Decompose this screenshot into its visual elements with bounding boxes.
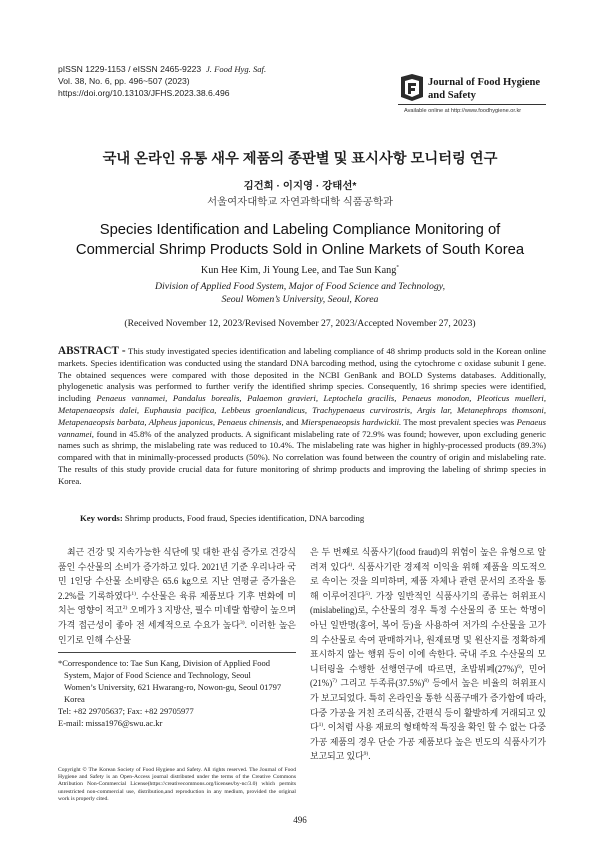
received-dates: (Received November 12, 2023/Revised November 27, 2023/Accepted November 27, 2023) bbox=[124, 318, 476, 329]
page-number: 496 bbox=[293, 815, 307, 825]
copyright-notice: Copyright © The Korean Society of Food Hygiene and Safety. All rights reserved. The Journal of Food Hygiene and Safety is an Open-Access journal distributed under the terms of the Creative Commons Attribution Non-Commercial License(https://creativecommons.org/licenses/by-nc/3.0) which permits unrestricted non-commercial use, distribution,and reproduction in any medium, provided the original work is properly cited. bbox=[58, 767, 296, 802]
footnote-rule bbox=[58, 652, 296, 653]
body-left-column: 최근 건강 및 지속가능한 식단에 및 대한 관심 증가로 건강식품인 수산물의 소비가 증가하고 있다. 2021년 기준 우리나라 국민 1인당 수산물 소비량은 65.6 kg으로 지난 연평균 증가율은 2.2%를 기록하였다$^{1)}$. 수산물은 육류 제품보다 기후 변화에 미치는 영향이 적고$^{2)}$ 오메가 3 지방산, 필수 미네랄 함량이 높으며 가격 접근성이 좋아 전 세계적으로 수요가 높다$^{3)}$. 이러한 높은 인기로 인해 수산물 bbox=[58, 547, 297, 645]
abstract: ABSTRACT - This study investigated species identification and labeling compliance of 48 shrimp products sold in the Korean online markets. Species identification was conducted using the standard DNA barcoding method, using the cytochrome c oxidase subunit I gene. The obtained sequences were compared with those deposited in the NCBI GenBank and BOLD Systems databases. Additionally, phylogenetic analysis was performed to further verify the identified shrimp species. Consequently, 16 shrimp species were identified, including Penaeus vannamei, Pandalus borealis, Palaemon gravieri, Leptochela gracilis, Penaeus monodon, Pleoticus muelleri, Metapenaeopsis dalei, Euphausia pacifica, Lebbeus groenlandicus, Trachypenaeus curvirostris, Argis lar, Metanephrops thomsoni, Metapenaeopsis barbata, Alpheus japonicus, Penaeus chinensis, and Mierspenaeopsis hardwickii. The most prevalent species was Penaeus vannamei, found in 45.8% of the analyzed products. A significant mislabeling rate of 72.9% was found; however, upon excluding generic names such as shrimp, the mislabeling rate was reduced to 10.4%. The mislabeling rate was higher in highly-processed products (89.3%) compared with that in minimally-processed products (50%). No correlation was found between the country of origin and mislabeling rate. The results of this study provide crucial data for future monitoring of shrimp products and improving the labeling of shrimp species in Korea. bbox=[58, 345, 546, 486]
abstract-label: ABSTRACT - bbox=[58, 345, 126, 357]
korean-authors: 김건희 · 이지영 · 강태선* bbox=[243, 181, 357, 192]
journal-abbrev: J. Food Hyg. Saf. bbox=[205, 64, 267, 74]
volume-line: Vol. 38, No. 6, pp. 496~507 (2023) bbox=[58, 76, 190, 86]
journal-header-info bbox=[58, 63, 266, 99]
english-authors: Kun Hee Kim, Ji Young Lee, and Tae Sun Kang* bbox=[200, 264, 400, 276]
english-title: Species Identification and Labeling Compliance Monitoring of Commercial Shrimp Products Sold in Online Markets of South Korea bbox=[75, 222, 525, 258]
email[interactable]: E-mail: missa1976@swu.ac.kr bbox=[58, 718, 163, 728]
species-list: Penaeus vannamei, Pandalus borealis, Palaemon gravieri, Leptochela gracilis, Penaeus monodon, Pleoticus muelleri, Metapenaeopsis dalei, Euphausia pacifica, Lebbeus groenlandicus, Trachypenaeus curvirostris, Argis lar, Metanephrops thomsoni, Metapenaeopsis barbata, Alpheus japonicus, Penaeus chinensis, bbox=[58, 393, 546, 427]
body-right-column: 은 두 번째로 식품사기(food fraud)의 위험이 높은 유형으로 알려져 있다$^{4)}$. 식품사기란 경제적 이익을 위해 제품을 의도적으로 속이는 것을 의미하며, 제품 자체나 관련 문서의 조작을 통해 이루어진다$^{5)}$. 가장 일반적인 식품사기의 종류는 허위표시(mislabeling)로, 수산물의 경우 특정 수산물의 종 또는 학명이 아닌 일반명(홍어, 복어 등)을 사용하여 저가의 수산물을 고가의 수산물로 속여 판매하거나, 원재료명 및 원산지를 정확하게 표시하지 않는 행위 등이 이에 속한다. 국내 주요 수산물의 모니터링을 수행한 선행연구에 따르면, 초밥뷔페$(27\%)^{6)}$, 민어$(21\%)^{7)}$ 그리고 두족류$(37.5\%)^{8)}$ 등에서 높은 비율의 허위표시가 보고되었다. 특히 온라인을 통한 식품구매가 증가함에 따라, 다중 가공을 거친 조리식품, 간편식 등이 활발하게 거래되고 있다$^{1)}$. 이처럼 사용 재료의 형태학적 특징을 확인 할 수 없는 다중 가공 제품의 경우 단순 가공 제품보다 높은 빈도의 식품사기가 보고되고 있다$^{9)}$. bbox=[310, 547, 546, 762]
issn-line: pISSN 1229-1153 / eISSN 2465-9223 bbox=[58, 64, 202, 74]
korean-affiliation: 서울여자대학교 자연과학대학 식품공학과 bbox=[207, 197, 393, 208]
journal-logo-title: Journal of Food Hygiene and Safety bbox=[428, 77, 541, 101]
corresponding-author-mark: * bbox=[396, 264, 400, 271]
available-online: Available online at http://www.foodhygiene.or.kr bbox=[404, 108, 522, 114]
correspondence-note: *Correspondence to: Tae Sun Kang, Division of Applied Food System, Major of Food Science and Technology, Seoul Women’s University, 621 Hwarang-ro, Nowon-gu, Seoul 01797 Korea Tel: +82 29705637; Fax: +82 29705977 E-mail: missa1976@swu.ac.kr bbox=[58, 657, 298, 729]
doi-link[interactable]: https://doi.org/10.13103/JFHS.2023.38.6.496 bbox=[58, 88, 230, 98]
keywords: Key words: Shrimp products, Food fraud, Species identification, DNA barcoding bbox=[80, 513, 365, 523]
logo-divider bbox=[398, 104, 546, 105]
korean-title: 국내 온라인 유통 새우 제품의 종판별 및 표시사항 모니터링 연구 bbox=[102, 151, 498, 167]
journal-emblem-icon bbox=[398, 73, 426, 103]
english-affiliation: Division of Applied Food System, Major of Food Science and Technology, Seoul Women’s University, Seoul, Korea bbox=[154, 281, 446, 305]
